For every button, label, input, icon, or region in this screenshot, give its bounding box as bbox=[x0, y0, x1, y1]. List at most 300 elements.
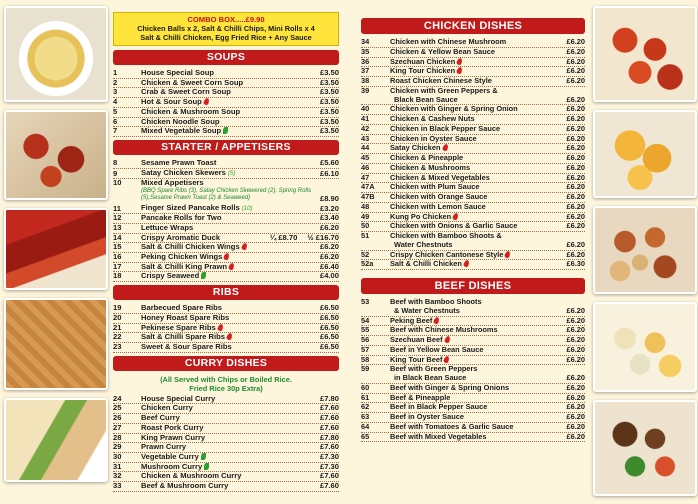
menu-item-name-text: Crispy Seaweed bbox=[141, 272, 200, 281]
curry-note-line-1: (All Served with Chips or Boiled Rice. bbox=[160, 374, 292, 384]
menu-item bbox=[361, 241, 585, 251]
menu-item bbox=[361, 174, 585, 184]
menu-item-number: 52a bbox=[361, 259, 374, 269]
menu-item-name bbox=[141, 272, 318, 281]
menu-item-name bbox=[390, 394, 565, 403]
menu-item-number: 47A bbox=[361, 182, 375, 192]
menu-item bbox=[113, 304, 339, 314]
menu-item bbox=[113, 253, 339, 263]
menu-item-name-text: Chicken in Black Pepper Sauce bbox=[390, 124, 501, 133]
menu-item-name-text: Szechuan Beef bbox=[390, 336, 443, 344]
menu-item bbox=[361, 336, 585, 346]
menu-item-name-text: Beef Curry bbox=[141, 414, 180, 423]
soup-photo bbox=[4, 6, 108, 102]
soups-list bbox=[113, 69, 339, 137]
menu-item bbox=[361, 298, 585, 307]
lemon-chicken-photo bbox=[593, 110, 697, 198]
menu-item-name-text: Peking Beef bbox=[390, 316, 433, 325]
menu-item-name bbox=[390, 174, 565, 183]
menu-item-name bbox=[141, 482, 318, 491]
roast-pork-photo bbox=[4, 208, 108, 290]
menu-item-name-text: Satay Chicken bbox=[390, 144, 441, 153]
menu-item-name-text: Salt & Chilli King Prawn bbox=[141, 262, 228, 271]
menu-item bbox=[361, 38, 585, 48]
menu-item-number: 11 bbox=[113, 203, 122, 213]
menu-item-price: £6.20 bbox=[566, 382, 585, 392]
menu-item-name-text: Beef with Ginger & Spring Onions bbox=[390, 383, 510, 392]
menu-item-name bbox=[390, 336, 565, 345]
menu-item bbox=[361, 115, 585, 125]
menu-item-name-text: Chicken & Mushrooms bbox=[390, 163, 471, 172]
menu-item-name-text: Salt & Chilli Chicken Wings bbox=[141, 243, 240, 252]
menu-item-price: £3.50 bbox=[319, 116, 339, 126]
chili-icon bbox=[203, 98, 210, 106]
menu-item-name bbox=[141, 314, 318, 323]
menu-item-price: £6.20 bbox=[566, 239, 585, 249]
menu-item-name bbox=[141, 127, 318, 136]
menu-item-name bbox=[390, 307, 565, 316]
menu-item-name-text: Beef with Chinese Mushrooms bbox=[390, 326, 498, 335]
menu-item-number: 58 bbox=[361, 354, 370, 364]
menu-item bbox=[361, 222, 585, 232]
menu-item-price: £7.60 bbox=[319, 422, 339, 432]
menu-item-name bbox=[390, 48, 565, 57]
menu-item-name bbox=[390, 356, 565, 365]
menu-item-name-text: Szechuan Chicken bbox=[390, 57, 456, 66]
spare-ribs-photo bbox=[4, 110, 108, 200]
menu-item-number: 17 bbox=[113, 261, 122, 271]
menu-item-price: £6.20 bbox=[319, 252, 339, 262]
menu-item-price: £6.20 bbox=[319, 242, 339, 252]
menu-item-price: £6.20 bbox=[566, 94, 585, 104]
menu-item-number: 48 bbox=[361, 201, 370, 211]
menu-item bbox=[361, 413, 585, 423]
menu-item-price: £6.20 bbox=[566, 37, 585, 46]
menu-item-name bbox=[390, 58, 565, 67]
menu-item-name bbox=[141, 243, 318, 252]
menu-item-name-text: Roast Chicken Chinese Style bbox=[390, 77, 492, 85]
menu-item-name-text: Beef with Bamboo Shoots bbox=[390, 298, 482, 306]
section-heading-ribs: RIBS bbox=[113, 285, 339, 300]
menu-item-number: 13 bbox=[113, 222, 122, 232]
menu-item-name bbox=[141, 453, 318, 462]
menu-item bbox=[113, 127, 339, 137]
menu-item-number: 23 bbox=[113, 341, 122, 351]
menu-item-number: 62 bbox=[361, 402, 370, 412]
menu-item-name-text: Chicken Noodle Soup bbox=[141, 117, 220, 126]
vegetarian-leaf-icon bbox=[201, 272, 206, 279]
menu-item-name bbox=[390, 423, 565, 432]
section-heading-curry: CURRY DISHES bbox=[113, 356, 339, 371]
menu-item bbox=[361, 326, 585, 336]
menu-item-name bbox=[141, 324, 318, 333]
menu-item-name bbox=[390, 38, 565, 47]
menu-item-price: £6.20 bbox=[566, 143, 585, 153]
menu-item-name bbox=[141, 108, 318, 117]
menu-item-number: 65 bbox=[361, 431, 370, 441]
menu-item-name bbox=[390, 403, 565, 412]
menu-item-name bbox=[141, 424, 318, 433]
menu-item-name-text: Black Bean Sauce bbox=[394, 95, 458, 104]
menu-item-name-text: Peking Chicken Wings bbox=[141, 253, 223, 262]
menu-item-number: 47 bbox=[361, 172, 370, 182]
menu-item-name-text: Sesame Prawn Toast bbox=[141, 158, 217, 167]
chili-icon bbox=[241, 243, 248, 251]
curry-list bbox=[113, 395, 339, 492]
menu-item-price: £6.20 bbox=[566, 46, 585, 56]
ribs-list bbox=[113, 304, 339, 353]
menu-item bbox=[361, 77, 585, 87]
menu-item bbox=[113, 118, 339, 128]
menu-item-price: £6.20 bbox=[566, 305, 585, 315]
menu-item-number: 51 bbox=[361, 231, 370, 240]
portion-count-badge: (10) bbox=[241, 205, 253, 212]
menu-item-number: 16 bbox=[113, 252, 122, 262]
menu-item bbox=[361, 251, 585, 261]
menu-item-name-text: Mixed Appetisers bbox=[141, 179, 204, 188]
menu-item-number: 57 bbox=[361, 344, 370, 354]
menu-item bbox=[113, 79, 339, 89]
menu-item bbox=[361, 135, 585, 145]
menu-item-name bbox=[390, 203, 565, 212]
menu-item-name-text: Prawn Curry bbox=[141, 443, 187, 452]
menu-item-name-text: Sweet & Sour Spare Ribs bbox=[141, 342, 232, 351]
menu-item-number: 46 bbox=[361, 162, 370, 172]
beef-list bbox=[361, 298, 585, 442]
menu-item-name-text: Mixed Vegetable Soup bbox=[141, 127, 222, 136]
menu-item-number: 42 bbox=[361, 123, 370, 133]
menu-item-name bbox=[141, 404, 318, 413]
menu-item bbox=[361, 403, 585, 413]
menu-item-number: 43 bbox=[361, 133, 370, 143]
menu-item-name-text: House Special Soup bbox=[141, 69, 215, 77]
menu-item bbox=[113, 343, 339, 353]
menu-item-name bbox=[390, 87, 583, 96]
menu-item-name bbox=[141, 118, 318, 127]
menu-item-number: 37 bbox=[361, 66, 370, 76]
menu-item-number: 45 bbox=[361, 153, 370, 162]
chicken-list bbox=[361, 38, 585, 270]
menu-item bbox=[361, 423, 585, 433]
menu-item-number: 25 bbox=[113, 403, 122, 413]
menu-item-number: 12 bbox=[113, 213, 122, 223]
menu-item-name-text: Beef in Oyster Sauce bbox=[390, 413, 464, 421]
menu-item-number: 39 bbox=[361, 85, 370, 95]
menu-item-price: £6.10 bbox=[319, 168, 339, 178]
menu-item bbox=[113, 314, 339, 324]
menu-item-price: £6.50 bbox=[319, 322, 339, 332]
vegetarian-leaf-icon bbox=[204, 463, 209, 470]
menu-item-name bbox=[390, 374, 565, 383]
menu-item-price: £6.20 bbox=[566, 162, 585, 172]
menu-item-price: £6.20 bbox=[566, 76, 585, 85]
menu-item-number: 18 bbox=[113, 271, 122, 281]
menu-item-number: 33 bbox=[113, 481, 122, 491]
menu-item-crispy-duck bbox=[113, 234, 339, 244]
menu-item-number: 60 bbox=[361, 382, 370, 392]
menu-item-price: £6.20 bbox=[566, 373, 585, 382]
menu-item bbox=[361, 193, 585, 203]
menu-item-price: £3.20 bbox=[319, 203, 339, 213]
menu-item-name-text: Chicken with Green Peppers & bbox=[390, 86, 498, 95]
menu-item-number: 55 bbox=[361, 325, 370, 335]
menu-item bbox=[361, 144, 585, 154]
menu-item-name bbox=[141, 333, 318, 342]
menu-item-name bbox=[390, 193, 565, 202]
menu-item-name bbox=[141, 443, 318, 452]
menu-item-name bbox=[141, 463, 318, 472]
portion-count-badge: (5) bbox=[227, 170, 236, 177]
menu-item-number: 21 bbox=[113, 322, 122, 332]
menu-item-name-text: Vegetable Curry bbox=[141, 452, 199, 461]
menu-item-number: 54 bbox=[361, 315, 370, 325]
menu-item-price: £6.20 bbox=[566, 335, 585, 344]
menu-item-price: £6.20 bbox=[566, 153, 585, 162]
menu-item bbox=[113, 263, 339, 273]
menu-item-price: £6.20 bbox=[566, 315, 585, 325]
menu-item-name bbox=[390, 433, 565, 442]
menu-item-name bbox=[141, 214, 318, 223]
menu-item-name-text: Chicken in Oyster Sauce bbox=[390, 134, 477, 143]
menu-item bbox=[361, 87, 585, 96]
menu-item-price: £6.50 bbox=[319, 303, 339, 313]
menu-item-name-text: Chicken with Plum Sauce bbox=[390, 183, 480, 192]
menu-item-price: £6.20 bbox=[566, 344, 585, 354]
menu-item-price: £4.00 bbox=[319, 271, 339, 281]
menu-item-name-text: Salt & Chilli Spare Ribs bbox=[141, 333, 225, 342]
menu-item-name bbox=[141, 263, 318, 272]
menu-item-name-text: Chicken with Onions & Garlic Sauce bbox=[390, 222, 518, 231]
menu-item-number: 30 bbox=[113, 451, 122, 461]
chilli-chicken-photo bbox=[593, 6, 697, 102]
beef-dish-photo bbox=[593, 400, 697, 496]
right-photo-column bbox=[593, 6, 697, 504]
menu-item-name-text: Mushroom Curry bbox=[141, 462, 203, 471]
menu-item-name bbox=[141, 343, 318, 352]
menu-item-price: £6.50 bbox=[319, 341, 339, 351]
menu-item-price: £3.50 bbox=[319, 126, 339, 136]
menu-item-number: 5 bbox=[113, 106, 118, 116]
menu-item-name bbox=[141, 88, 318, 97]
menu-item-price: £6.20 bbox=[566, 412, 585, 421]
menu-item-name-text: Crispy Chicken Cantonese Style bbox=[390, 250, 504, 259]
chili-icon bbox=[452, 213, 459, 221]
menu-item bbox=[113, 434, 339, 444]
menu-item-name-text: Pekinese Spare Ribs bbox=[141, 323, 216, 332]
menu-item bbox=[361, 125, 585, 135]
menu-item-number: 59 bbox=[361, 364, 370, 374]
menu-item-price: £6.20 bbox=[566, 123, 585, 133]
menu-item-price: £3.50 bbox=[319, 68, 339, 77]
menu-item-name bbox=[390, 125, 565, 134]
menu-item-name bbox=[390, 241, 565, 250]
menu-item bbox=[361, 58, 585, 68]
menu-item-name bbox=[390, 144, 565, 153]
menu-item-price: £6.20 bbox=[566, 133, 585, 143]
menu-item-name bbox=[141, 98, 318, 107]
chili-icon bbox=[443, 356, 450, 364]
menu-item-number: 29 bbox=[113, 442, 122, 452]
menu-item-number: 56 bbox=[361, 335, 370, 344]
menu-item-price: £7.60 bbox=[319, 403, 339, 413]
menu-item-price: £6.20 bbox=[566, 66, 585, 76]
menu-item-name-text: Beef with Tomatoes & Garlic Sauce bbox=[390, 422, 514, 431]
menu-item-name bbox=[390, 67, 565, 76]
menu-item-number: 8 bbox=[113, 157, 118, 167]
menu-item-number: 24 bbox=[113, 393, 122, 403]
menu-item-price: £6.40 bbox=[319, 261, 339, 271]
menu-item-price: £7.80 bbox=[319, 432, 339, 442]
menu-item bbox=[361, 232, 585, 241]
menu-item-number: 2 bbox=[113, 77, 118, 87]
duck-wrap-photo bbox=[4, 398, 108, 482]
menu-item-name bbox=[390, 384, 565, 393]
menu-item-name-text: Lettuce Wraps bbox=[141, 223, 194, 232]
menu-item-name bbox=[390, 77, 565, 86]
menu-item-price: £7.60 bbox=[319, 442, 339, 452]
menu-item bbox=[361, 105, 585, 115]
menu-item bbox=[361, 356, 585, 366]
menu-item-name-text: & Water Chestnuts bbox=[394, 306, 460, 315]
menu-item-number: 49 bbox=[361, 211, 370, 221]
menu-item-name-text: Chicken & Mushroom Curry bbox=[141, 472, 242, 481]
menu-item-name-text: Salt & Chilli Chicken bbox=[390, 260, 462, 269]
menu-item-name-text: Chicken & Cashew Nuts bbox=[390, 115, 475, 123]
menu-item-name-text: King Prawn Curry bbox=[141, 433, 206, 442]
curry-note bbox=[113, 375, 339, 393]
curry-note-line-2: Fried Rice 30p Extra) bbox=[189, 383, 263, 393]
menu-item bbox=[361, 433, 585, 443]
menu-item-number: 44 bbox=[361, 143, 370, 153]
menu-item-name-text: Chicken & Yellow Bean Sauce bbox=[390, 47, 496, 56]
menu-item-name bbox=[141, 224, 318, 233]
menu-item-price: £6.20 bbox=[566, 114, 585, 123]
menu-item-price: £3.50 bbox=[319, 77, 339, 87]
menu-item-name bbox=[390, 365, 583, 374]
starters-list-c bbox=[113, 243, 339, 282]
menu-item bbox=[113, 443, 339, 453]
menu-item-price: £6.20 bbox=[566, 392, 585, 402]
menu-item bbox=[361, 346, 585, 356]
menu-item-number: 3 bbox=[113, 87, 118, 97]
chili-icon bbox=[223, 253, 230, 261]
menu-item-name bbox=[390, 213, 565, 222]
menu-item-name-text: King Tour Chicken bbox=[390, 67, 456, 76]
menu-item-price: £6.50 bbox=[319, 332, 339, 342]
menu-item-price: £7.30 bbox=[319, 461, 339, 471]
menu-item-price: £6.20 bbox=[566, 221, 585, 231]
menu-item-number: 26 bbox=[113, 413, 122, 423]
menu-item-price: £6.30 bbox=[566, 259, 585, 269]
menu-item-name-text: Chicken with Ginger & Spring Onion bbox=[390, 105, 518, 114]
chili-icon bbox=[441, 144, 448, 152]
sweet-sour-photo bbox=[593, 302, 697, 392]
menu-item-name bbox=[141, 169, 318, 179]
menu-item-price: £7.80 bbox=[319, 393, 339, 403]
menu-item-name bbox=[390, 232, 583, 241]
menu-item-name bbox=[390, 135, 565, 144]
menu-item-number: 50 bbox=[361, 221, 370, 231]
menu-item-name bbox=[141, 204, 318, 214]
menu-item-price: £3.40 bbox=[319, 213, 339, 223]
menu-item-name-text: Satay Chicken Skewers bbox=[141, 168, 226, 177]
menu-item-name-text: Chicken with Lemon Sauce bbox=[390, 202, 486, 211]
menu-item-name bbox=[390, 346, 565, 355]
duck-half-price: ½ £16.70 bbox=[307, 232, 339, 242]
menu-item-price: £6.20 bbox=[566, 182, 585, 192]
menu-item-name-text: Water Chestnuts bbox=[394, 240, 453, 249]
menu-item-name-text: Beef with Mixed Vegetables bbox=[390, 432, 487, 441]
menu-item bbox=[113, 243, 339, 253]
menu-item bbox=[361, 213, 585, 223]
menu-item-name-text: Chicken with Chinese Mushroom bbox=[390, 38, 507, 46]
menu-item bbox=[361, 384, 585, 394]
menu-item-name bbox=[141, 414, 318, 423]
menu-item-price: £6.20 bbox=[566, 354, 585, 364]
menu-item-number: 36 bbox=[361, 56, 370, 66]
menu-item bbox=[113, 404, 339, 414]
menu-item-number: 28 bbox=[113, 432, 122, 442]
menu-item-price: £6.20 bbox=[566, 201, 585, 211]
menu-item bbox=[113, 424, 339, 434]
menu-item-name-text: Pancake Rolls for Two bbox=[141, 214, 222, 223]
menu-item-number: 41 bbox=[361, 114, 370, 123]
menu-item-number: 63 bbox=[361, 412, 370, 421]
menu-item bbox=[113, 69, 339, 79]
menu-item bbox=[113, 472, 339, 482]
menu-item-number: 64 bbox=[361, 421, 370, 431]
menu-item bbox=[361, 374, 585, 384]
menu-item-name-text: Chicken & Mushroom Soup bbox=[141, 107, 241, 116]
menu-item-price: £7.60 bbox=[319, 471, 339, 481]
menu-item-price: £5.60 bbox=[319, 157, 339, 167]
menu-item-number: 35 bbox=[361, 46, 370, 56]
menu-item-name bbox=[390, 251, 565, 260]
menu-item-name-text: Beef with Green Peppers bbox=[390, 365, 478, 374]
menu-item-name bbox=[390, 298, 583, 307]
menu-item-name-text: Roast Pork Curry bbox=[141, 423, 204, 432]
menu-item-name-text: in Black Bean Sauce bbox=[394, 374, 467, 382]
menu-item bbox=[113, 482, 339, 492]
menu-item-name bbox=[141, 69, 318, 78]
menu-item-name-text: Chicken & Mixed Vegetables bbox=[390, 173, 490, 182]
menu-item-name-text: Finger Sized Pancake Rolls bbox=[141, 203, 240, 212]
section-heading-soups: SOUPS bbox=[113, 50, 339, 65]
menu-item bbox=[361, 48, 585, 58]
chili-icon bbox=[444, 336, 451, 344]
menu-item-price: £7.60 bbox=[319, 481, 339, 491]
menu-item-price: £6.50 bbox=[319, 312, 339, 322]
menu-item-name: Crispy Aromatic Duck bbox=[141, 233, 221, 242]
menu-item-name bbox=[141, 253, 318, 262]
menu-item-name-text: Chicken with Orange Sauce bbox=[390, 193, 488, 201]
chili-icon bbox=[504, 251, 511, 259]
menu-item-number: 61 bbox=[361, 392, 370, 402]
menu-item bbox=[113, 414, 339, 424]
menu-item-name-text: Beef & Pineapple bbox=[390, 393, 451, 402]
menu-item bbox=[361, 365, 585, 374]
menu-item-name-text: Beef & Mushroom Curry bbox=[141, 482, 229, 491]
menu-item-number: 27 bbox=[113, 422, 122, 432]
menu-item-price: £3.50 bbox=[319, 97, 339, 107]
menu-item-name bbox=[390, 326, 565, 335]
menu-item-price: £6.20 bbox=[566, 211, 585, 221]
vegetarian-leaf-icon bbox=[223, 127, 228, 134]
menu-item-number: 22 bbox=[113, 332, 122, 342]
menu-item-number: 19 bbox=[113, 303, 122, 313]
combo-line-1: Chicken Balls x 2, Salt & Chilli Chips, Mini Rolls x 4 bbox=[137, 24, 315, 33]
menu-item-price: £6.20 bbox=[319, 222, 339, 232]
